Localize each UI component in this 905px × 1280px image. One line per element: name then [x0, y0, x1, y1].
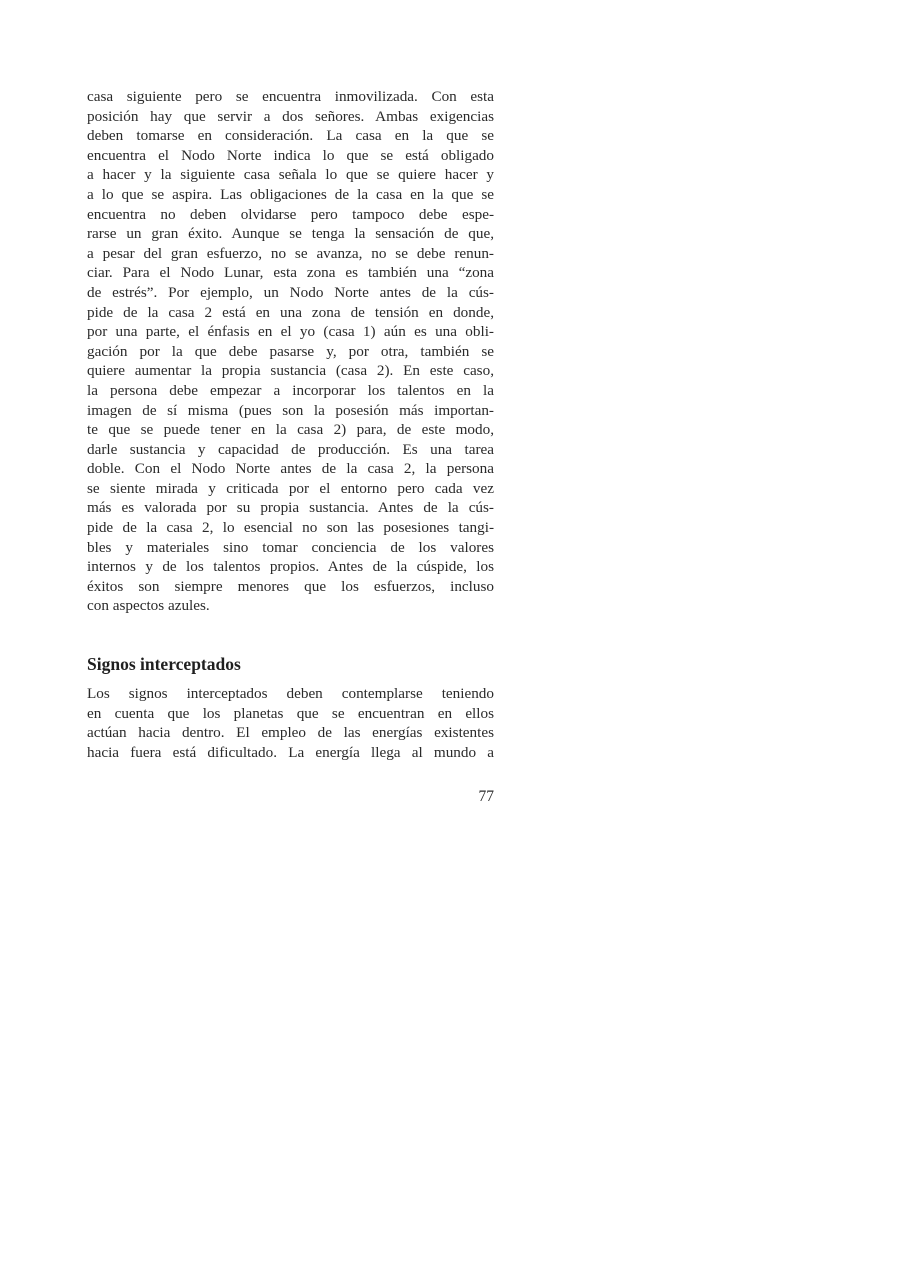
- text-line: darle sustancia y capacidad de producción. Es una tarea: [87, 440, 494, 458]
- text-line: ciar. Para el Nodo Lunar, esta zona es también una “zona: [87, 264, 494, 282]
- text-line: pide de la casa 2 está en una zona de tensión en donde,: [87, 303, 494, 321]
- text-line: gación por la que debe pasarse y, por otra, también se: [87, 342, 494, 360]
- text-line: rarse un gran éxito. Aunque se tenga la sensación de que,: [87, 225, 494, 243]
- text-line: encuentra no deben olvidarse pero tampoco debe espe-: [87, 205, 494, 223]
- text-line: deben tomarse en consideración. La casa en la que se: [87, 127, 494, 145]
- text-line: actúan hacia dentro. El empleo de las energías existentes: [87, 724, 494, 742]
- text-line: éxitos son siempre menores que los esfuerzos, incluso: [87, 577, 494, 595]
- text-line: internos y de los talentos propios. Antes de la cúspide, los: [87, 558, 494, 576]
- text-line: más es valorada por su propia sustancia. Antes de la cús-: [87, 499, 494, 517]
- section-heading: Signos interceptados: [87, 654, 241, 674]
- text-line: a pesar del gran esfuerzo, no se avanza, no se debe renun-: [87, 244, 494, 262]
- text-line: se siente mirada y criticada por el entorno pero cada vez: [87, 479, 494, 497]
- text-line: imagen de sí misma (pues son la posesión más importan-: [87, 401, 494, 419]
- text-line: Los signos interceptados deben contemplarse teniendo: [87, 685, 494, 702]
- page-number: 77: [478, 788, 494, 805]
- text-line: encuentra el Nodo Norte indica lo que se está obligado: [87, 146, 494, 164]
- text-line: hacia fuera está dificultado. La energía llega al mundo a: [87, 743, 494, 761]
- text-line: por una parte, el énfasis en el yo (casa 1) aún es una obli-: [87, 323, 494, 341]
- text-line: pide de la casa 2, lo esencial no son las posesiones tangi-: [87, 519, 494, 537]
- body-paragraph-1: [87, 87, 494, 616]
- text-line: a hacer y la siguiente casa señala lo que se quiere hacer y: [87, 166, 494, 184]
- text-line: doble. Con el Nodo Norte antes de la casa 2, la persona: [87, 460, 494, 478]
- text-line: con aspectos azules.: [87, 597, 210, 615]
- text-line: posición hay que servir a dos señores. Ambas exigencias: [87, 107, 494, 125]
- body-paragraph-2: [87, 684, 494, 762]
- text-line: de estrés”. Por ejemplo, un Nodo Norte antes de la cús-: [87, 283, 494, 301]
- text-line: a lo que se aspira. Las obligaciones de la casa en la que se: [87, 185, 494, 203]
- text-line: quiere aumentar la propia sustancia (casa 2). En este caso,: [87, 362, 494, 380]
- text-line: bles y materiales sino tomar conciencia de los valores: [87, 538, 494, 556]
- text-line: la persona debe empezar a incorporar los talentos en la: [87, 381, 494, 399]
- text-line: en cuenta que los planetas que se encuentran en ellos: [87, 704, 494, 722]
- text-line: te que se puede tener en la casa 2) para, de este modo,: [87, 421, 494, 439]
- text-line: casa siguiente pero se encuentra inmovilizada. Con esta: [87, 88, 494, 105]
